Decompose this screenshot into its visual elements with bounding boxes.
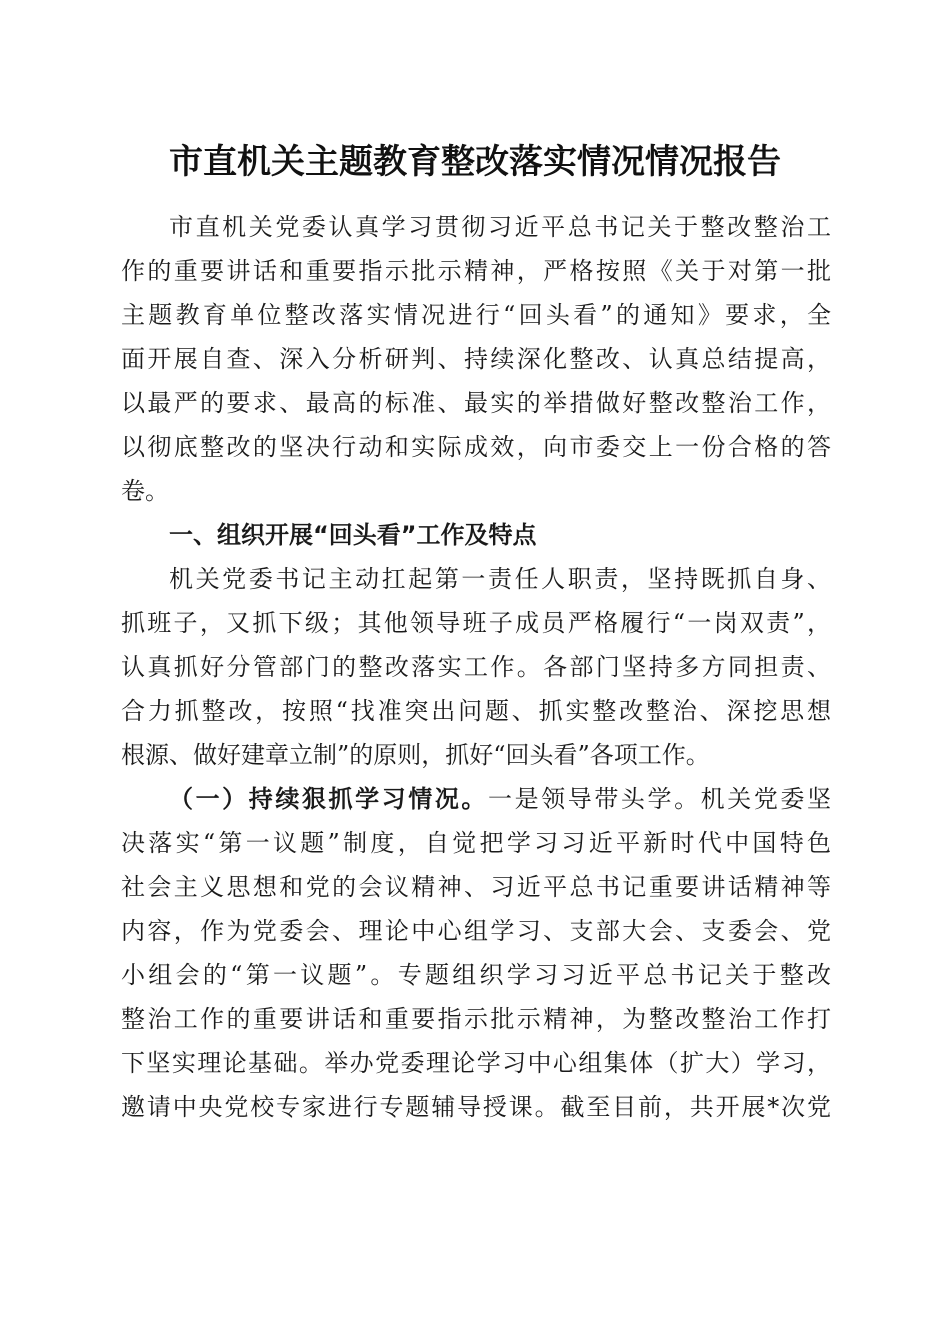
paragraph-line: 小组会的“第一议题”。专题组织学习习近平总书记关于整改 xyxy=(121,961,831,989)
paragraph-line: 根源、做好建章立制”的原则，抓好“回头看”各项工作。 xyxy=(121,741,710,769)
paragraph-line: 内容，作为党委会、理论中心组学习、支部大会、支委会、党 xyxy=(121,917,831,945)
paragraph-line: 市直机关党委认真学习贯彻习近平总书记关于整改整治工 xyxy=(169,213,831,241)
paragraph-line: 决落实“第一议题”制度，自觉把学习习近平新时代中国特色 xyxy=(121,829,831,857)
paragraph-line: 以彻底整改的坚决行动和实际成效，向市委交上一份合格的答 xyxy=(121,433,831,461)
paragraph-line: 主题教育单位整改落实情况进行“回头看”的通知》要求，全 xyxy=(121,301,831,329)
paragraph-line: 邀请中央党校专家进行专题辅导授课。截至目前，共开展*次党 xyxy=(121,1093,831,1121)
paragraph-line: 下坚实理论基础。举办党委理论学习中心组集体（扩大）学习， xyxy=(121,1049,831,1077)
paragraph-line xyxy=(121,777,831,821)
paragraph-line: 面开展自查、深入分析研判、持续深化整改、认真总结提高， xyxy=(121,345,831,373)
paragraph-line: 合力抓整改，按照“找准突出问题、抓实整改整治、深挖思想 xyxy=(121,697,831,725)
paragraph-line: 以最严的要求、最高的标准、最实的举措做好整改整治工作， xyxy=(121,389,831,417)
paragraph-line: 机关党委书记主动扛起第一责任人职责，坚持既抓自身、 xyxy=(169,565,831,593)
document-title: 市直机关主题教育整改落实情况情况报告 xyxy=(169,142,781,182)
paragraph-line: 作的重要讲话和重要指示批示精神，严格按照《关于对第一批 xyxy=(121,257,831,285)
paragraph-line: 卷。 xyxy=(121,477,169,505)
paragraph-text: 一是领导带头学。机关党委坚 xyxy=(488,785,831,813)
paragraph-line: 社会主义思想和党的会议精神、习近平总书记重要讲话精神等 xyxy=(121,873,831,901)
section-heading: 一、组织开展“回头看”工作及特点 xyxy=(169,521,537,549)
paragraph-line: 抓班子，又抓下级；其他领导班子成员严格履行“一岗双责”， xyxy=(121,609,831,637)
document-body xyxy=(121,205,831,1129)
paragraph-line: 认真抓好分管部门的整改落实工作。各部门坚持多方同担责、 xyxy=(121,653,831,681)
paragraph-line: 整治工作的重要讲话和重要指示批示精神，为整改整治工作打 xyxy=(121,1005,831,1033)
subsection-heading: （一）持续狠抓学习情况。 xyxy=(169,784,488,813)
